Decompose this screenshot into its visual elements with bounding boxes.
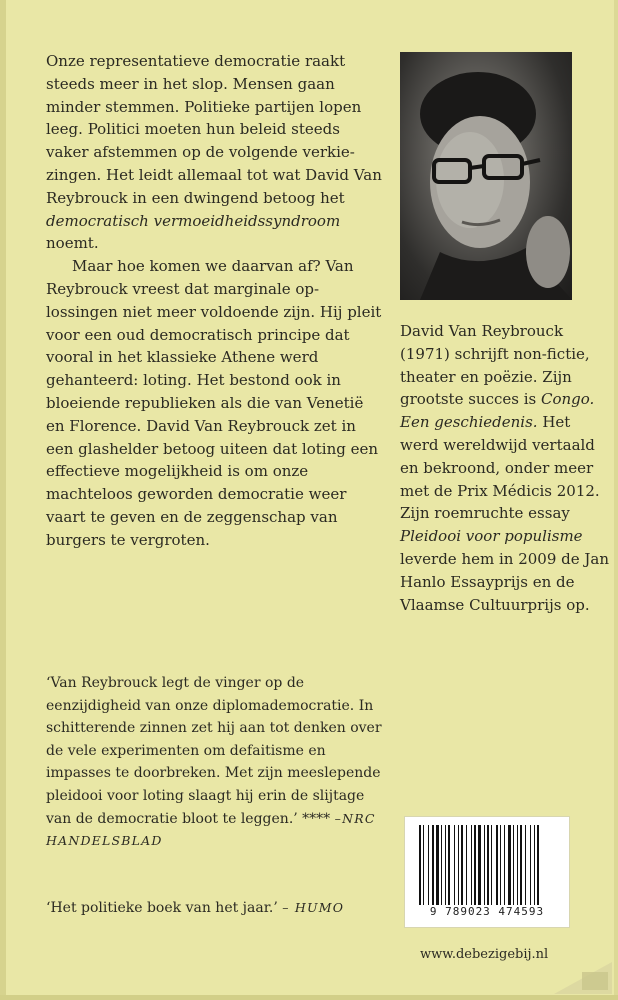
blurb-p1-end: noemt. [46,234,99,253]
blurb-paragraph-1 [46,50,386,255]
author-portrait-photo [400,52,572,300]
press-quote-humo-text [46,897,386,919]
bio-text-1: David Van Reybrouck (1971) schrijft non-fictie, theater en poëzie. Zijn grootste succes is [400,322,590,409]
author-bio [400,320,610,616]
bio-text-3: leverde hem in 2009 de Jan Hanlo Essayprijs en de Vlaamse Cultuurprijs op. [400,549,610,614]
cover-edge-bottom [0,995,618,1000]
quote-source: –NRC HANDELSBLAD [46,810,376,849]
blurb-paragraph-2: Maar hoe komen we daarvan af? Van Reybrouck vreest dat marginale op-lossingen niet meer voldoende zijn. Hij pleit voor een oud democratisch principe dat vooral in het klassieke Athene werd gehanteerd: loting. Het bestond ook in bloeiende republieken als die van Venetië en Florence. David Van Reybrouck zet in een glashelder betoog uiteen dat loting een effectieve mogelijkheid is om onze machteloos geworden democratie weer vaart te geven en de zeggenschap van burgers te vergroten. [46,257,382,549]
bookshop-watermark-logo [552,956,614,996]
press-quote-humo [46,897,386,919]
press-quote-nrc [46,672,386,853]
press-quote-nrc-text [46,672,386,853]
blurb-text [46,50,386,552]
isbn-number: 9 789023 474593 [429,905,545,918]
bio-book-title-1: Congo. Een geschiedenis. [400,390,595,432]
author-bio-paragraph [400,320,610,616]
cover-edge-left [0,0,6,1000]
barcode-bars [419,825,555,905]
isbn-barcode [405,817,569,927]
cover-edge-right [614,0,618,1000]
bio-text-2: Het werd wereldwijd vertaald en bekroond, onder meer met de Prix Médicis 2012. Zijn roemruchte essay [400,413,600,523]
author-portrait-svg [400,52,572,300]
publisher-url: www.debezigebij.nl [420,947,549,962]
blurb-p1-italic: democratisch vermoeidheidssyndroom [46,211,341,230]
quote-text: ‘Van Reybrouck legt de vinger op de eenzijdigheid van onze diplomademocratie. In schitterende zinnen zet hij aan tot denken over de vele experimenten om defaitisme en impasses te doorbreken. Met zijn meeslepende pleidooi voor loting slaagt hij erin de slijtage van de democratie bloot te leggen.’ **** [46,675,382,827]
quote-text: ‘Het politieke boek van het jaar.’ [46,900,283,916]
quote-source: – HUMO [282,900,345,915]
bio-book-title-2: Pleidooi voor populisme [400,527,583,546]
blurb-p1-text: Onze representatieve democratie raakt steeds meer in het slop. Mensen gaan minder stemmen. Politieke partijen lopen leeg. Politici moeten hun beleid steeds vaker afstemmen op de volgende verkie-zingen. Het leidt allemaal tot wat David Van Reybrouck in een dwingend betoog het [46,52,382,207]
